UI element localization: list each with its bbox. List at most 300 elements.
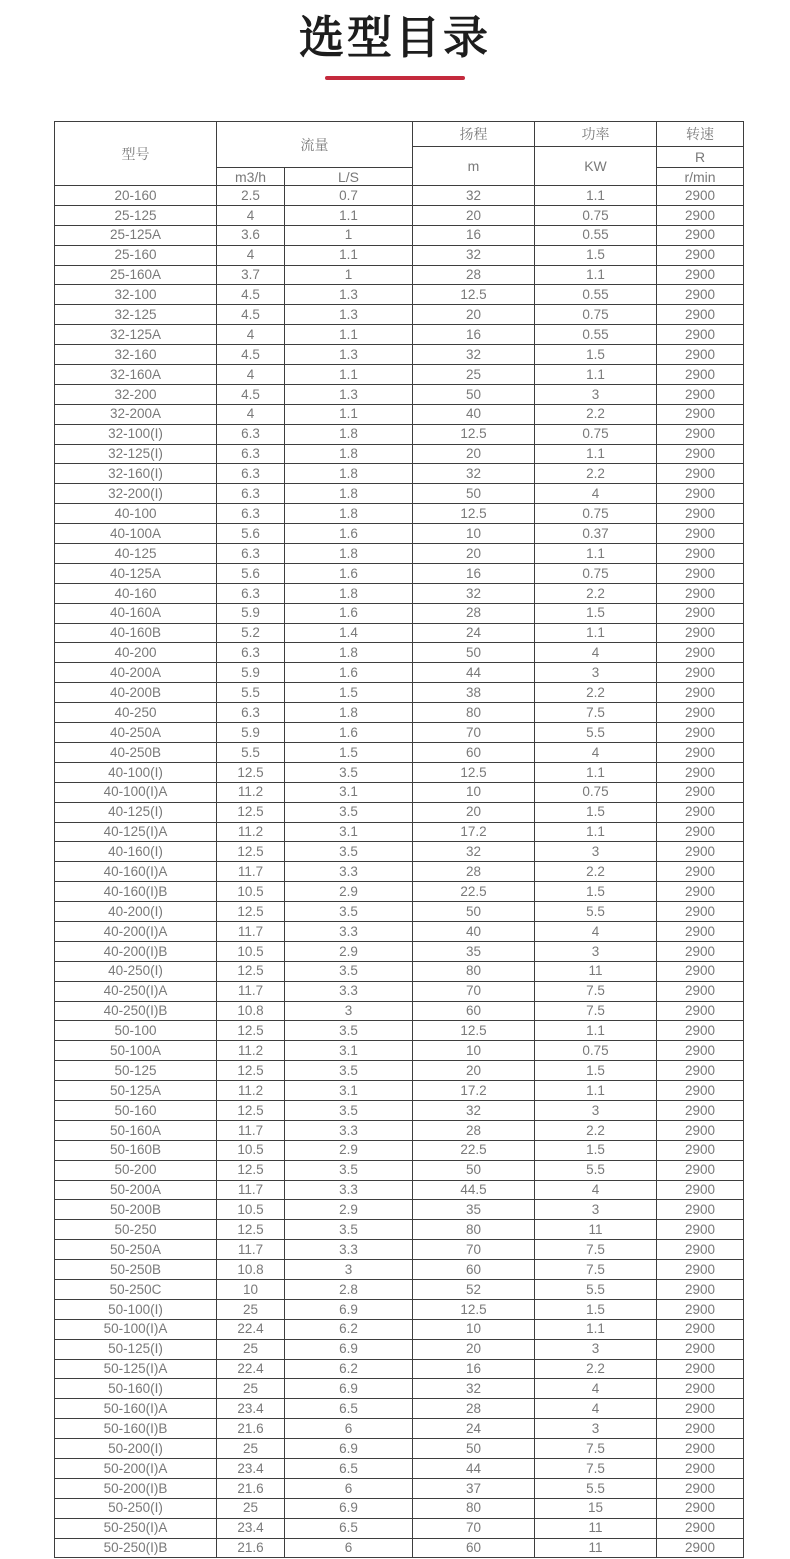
cell-head_m: 28 bbox=[413, 603, 535, 623]
cell-power_kw: 5.5 bbox=[535, 1160, 657, 1180]
cell-power_kw: 1.1 bbox=[535, 544, 657, 564]
cell-head_m: 32 bbox=[413, 245, 535, 265]
cell-flow_m3h: 6.3 bbox=[217, 703, 285, 723]
cell-head_m: 10 bbox=[413, 1041, 535, 1061]
cell-flow_ls: 6.2 bbox=[285, 1319, 413, 1339]
header-flow: 流量 bbox=[217, 122, 413, 168]
cell-power_kw: 0.75 bbox=[535, 504, 657, 524]
table-row bbox=[55, 822, 744, 842]
cell-flow_ls: 6 bbox=[285, 1419, 413, 1439]
cell-speed_rpm: 2900 bbox=[657, 1220, 744, 1240]
cell-power_kw: 3 bbox=[535, 1200, 657, 1220]
cell-speed_rpm: 2900 bbox=[657, 1399, 744, 1419]
cell-head_m: 70 bbox=[413, 981, 535, 1001]
cell-power_kw: 1.5 bbox=[535, 1299, 657, 1319]
cell-power_kw: 0.75 bbox=[535, 563, 657, 583]
table-row bbox=[55, 1021, 744, 1041]
cell-flow_m3h: 25 bbox=[217, 1379, 285, 1399]
cell-head_m: 10 bbox=[413, 524, 535, 544]
header-power: 功率 bbox=[535, 122, 657, 147]
cell-head_m: 12.5 bbox=[413, 1299, 535, 1319]
cell-flow_ls: 3.5 bbox=[285, 1100, 413, 1120]
cell-model: 50-200(I)B bbox=[55, 1478, 217, 1498]
cell-flow_m3h: 4.5 bbox=[217, 345, 285, 365]
table-row bbox=[55, 921, 744, 941]
cell-head_m: 24 bbox=[413, 1419, 535, 1439]
cell-model: 40-100(I)A bbox=[55, 782, 217, 802]
cell-power_kw: 0.75 bbox=[535, 1041, 657, 1061]
cell-speed_rpm: 2900 bbox=[657, 205, 744, 225]
cell-head_m: 22.5 bbox=[413, 1140, 535, 1160]
cell-head_m: 32 bbox=[413, 1100, 535, 1120]
cell-head_m: 20 bbox=[413, 305, 535, 325]
cell-head_m: 22.5 bbox=[413, 882, 535, 902]
cell-flow_m3h: 6.3 bbox=[217, 464, 285, 484]
cell-head_m: 60 bbox=[413, 1538, 535, 1558]
cell-speed_rpm: 2900 bbox=[657, 1419, 744, 1439]
table-row bbox=[55, 1538, 744, 1558]
cell-head_m: 20 bbox=[413, 802, 535, 822]
table-row bbox=[55, 782, 744, 802]
cell-power_kw: 3 bbox=[535, 842, 657, 862]
cell-power_kw: 7.5 bbox=[535, 703, 657, 723]
cell-power_kw: 5.5 bbox=[535, 1279, 657, 1299]
table-row bbox=[55, 902, 744, 922]
cell-power_kw: 1.1 bbox=[535, 1319, 657, 1339]
cell-speed_rpm: 2900 bbox=[657, 1518, 744, 1538]
cell-model: 40-160 bbox=[55, 583, 217, 603]
header-head-unit: m bbox=[413, 147, 535, 186]
cell-power_kw: 4 bbox=[535, 921, 657, 941]
cell-flow_ls: 3.1 bbox=[285, 782, 413, 802]
cell-flow_ls: 0.7 bbox=[285, 186, 413, 206]
cell-model: 40-200(I)B bbox=[55, 941, 217, 961]
table-row bbox=[55, 404, 744, 424]
cell-flow_m3h: 5.9 bbox=[217, 663, 285, 683]
cell-flow_ls: 1.6 bbox=[285, 524, 413, 544]
table-row bbox=[55, 186, 744, 206]
cell-flow_m3h: 25 bbox=[217, 1339, 285, 1359]
cell-flow_m3h: 3.6 bbox=[217, 225, 285, 245]
cell-flow_ls: 2.8 bbox=[285, 1279, 413, 1299]
cell-flow_ls: 3.5 bbox=[285, 802, 413, 822]
cell-head_m: 17.2 bbox=[413, 1081, 535, 1101]
table-row bbox=[55, 842, 744, 862]
cell-model: 50-160B bbox=[55, 1140, 217, 1160]
cell-speed_rpm: 2900 bbox=[657, 742, 744, 762]
cell-model: 50-160(I) bbox=[55, 1379, 217, 1399]
cell-head_m: 28 bbox=[413, 862, 535, 882]
table-row bbox=[55, 862, 744, 882]
cell-speed_rpm: 2900 bbox=[657, 1379, 744, 1399]
table-row bbox=[55, 1100, 744, 1120]
cell-flow_ls: 3.3 bbox=[285, 921, 413, 941]
table-row bbox=[55, 504, 744, 524]
cell-speed_rpm: 2900 bbox=[657, 762, 744, 782]
cell-head_m: 32 bbox=[413, 345, 535, 365]
cell-head_m: 20 bbox=[413, 444, 535, 464]
cell-speed_rpm: 2900 bbox=[657, 902, 744, 922]
cell-model: 40-160(I)B bbox=[55, 882, 217, 902]
cell-flow_ls: 3.3 bbox=[285, 862, 413, 882]
cell-power_kw: 1.1 bbox=[535, 762, 657, 782]
cell-speed_rpm: 2900 bbox=[657, 1100, 744, 1120]
cell-speed_rpm: 2900 bbox=[657, 941, 744, 961]
cell-head_m: 16 bbox=[413, 225, 535, 245]
cell-flow_m3h: 4 bbox=[217, 365, 285, 385]
header-speed-unit-rmin: r/min bbox=[657, 168, 744, 186]
cell-flow_ls: 1.1 bbox=[285, 245, 413, 265]
cell-power_kw: 3 bbox=[535, 1339, 657, 1359]
table-row bbox=[55, 1279, 744, 1299]
table-row bbox=[55, 225, 744, 245]
cell-model: 25-125 bbox=[55, 205, 217, 225]
cell-head_m: 32 bbox=[413, 186, 535, 206]
cell-flow_m3h: 12.5 bbox=[217, 1100, 285, 1120]
cell-power_kw: 4 bbox=[535, 1180, 657, 1200]
cell-power_kw: 11 bbox=[535, 1220, 657, 1240]
cell-head_m: 32 bbox=[413, 842, 535, 862]
cell-head_m: 28 bbox=[413, 1399, 535, 1419]
cell-flow_m3h: 4 bbox=[217, 245, 285, 265]
cell-model: 50-250C bbox=[55, 1279, 217, 1299]
cell-model: 50-200B bbox=[55, 1200, 217, 1220]
table-row bbox=[55, 703, 744, 723]
cell-head_m: 37 bbox=[413, 1478, 535, 1498]
cell-head_m: 32 bbox=[413, 583, 535, 603]
table-row bbox=[55, 643, 744, 663]
cell-flow_ls: 1.6 bbox=[285, 663, 413, 683]
cell-power_kw: 3 bbox=[535, 384, 657, 404]
table-row bbox=[55, 563, 744, 583]
cell-speed_rpm: 2900 bbox=[657, 484, 744, 504]
cell-power_kw: 7.5 bbox=[535, 1459, 657, 1479]
cell-model: 40-160(I) bbox=[55, 842, 217, 862]
table-row bbox=[55, 961, 744, 981]
cell-model: 50-100 bbox=[55, 1021, 217, 1041]
cell-model: 32-160A bbox=[55, 365, 217, 385]
cell-speed_rpm: 2900 bbox=[657, 186, 744, 206]
table-row bbox=[55, 1240, 744, 1260]
table-row bbox=[55, 365, 744, 385]
cell-flow_ls: 1.4 bbox=[285, 623, 413, 643]
cell-power_kw: 7.5 bbox=[535, 1260, 657, 1280]
cell-flow_m3h: 6.3 bbox=[217, 444, 285, 464]
table-row bbox=[55, 1180, 744, 1200]
cell-flow_ls: 6 bbox=[285, 1478, 413, 1498]
cell-power_kw: 1.1 bbox=[535, 1081, 657, 1101]
cell-flow_m3h: 12.5 bbox=[217, 1160, 285, 1180]
cell-head_m: 50 bbox=[413, 643, 535, 663]
cell-speed_rpm: 2900 bbox=[657, 1339, 744, 1359]
cell-head_m: 50 bbox=[413, 484, 535, 504]
table-row bbox=[55, 663, 744, 683]
table-row bbox=[55, 524, 744, 544]
table-row bbox=[55, 1061, 744, 1081]
cell-power_kw: 2.2 bbox=[535, 683, 657, 703]
cell-speed_rpm: 2900 bbox=[657, 384, 744, 404]
cell-flow_ls: 3.1 bbox=[285, 1081, 413, 1101]
cell-speed_rpm: 2900 bbox=[657, 921, 744, 941]
cell-flow_m3h: 10.8 bbox=[217, 1001, 285, 1021]
cell-speed_rpm: 2900 bbox=[657, 683, 744, 703]
cell-head_m: 38 bbox=[413, 683, 535, 703]
cell-flow_m3h: 10 bbox=[217, 1279, 285, 1299]
cell-flow_ls: 6.5 bbox=[285, 1459, 413, 1479]
cell-model: 32-100 bbox=[55, 285, 217, 305]
cell-flow_ls: 6.5 bbox=[285, 1518, 413, 1538]
cell-power_kw: 4 bbox=[535, 1399, 657, 1419]
cell-model: 50-100(I) bbox=[55, 1299, 217, 1319]
cell-model: 40-160B bbox=[55, 623, 217, 643]
cell-power_kw: 1.5 bbox=[535, 882, 657, 902]
table-row bbox=[55, 1518, 744, 1538]
cell-speed_rpm: 2900 bbox=[657, 225, 744, 245]
cell-power_kw: 3 bbox=[535, 1419, 657, 1439]
cell-speed_rpm: 2900 bbox=[657, 305, 744, 325]
cell-flow_m3h: 11.2 bbox=[217, 1081, 285, 1101]
table-row bbox=[55, 205, 744, 225]
table-row bbox=[55, 683, 744, 703]
cell-model: 50-160(I)B bbox=[55, 1419, 217, 1439]
cell-speed_rpm: 2900 bbox=[657, 404, 744, 424]
cell-flow_m3h: 12.5 bbox=[217, 1061, 285, 1081]
cell-power_kw: 4 bbox=[535, 1379, 657, 1399]
cell-speed_rpm: 2900 bbox=[657, 723, 744, 743]
cell-head_m: 20 bbox=[413, 544, 535, 564]
cell-power_kw: 5.5 bbox=[535, 902, 657, 922]
cell-flow_ls: 3.5 bbox=[285, 1160, 413, 1180]
cell-power_kw: 1.5 bbox=[535, 802, 657, 822]
cell-model: 40-200 bbox=[55, 643, 217, 663]
cell-speed_rpm: 2900 bbox=[657, 1538, 744, 1558]
cell-speed_rpm: 2900 bbox=[657, 1001, 744, 1021]
cell-head_m: 70 bbox=[413, 723, 535, 743]
cell-model: 32-200 bbox=[55, 384, 217, 404]
cell-flow_ls: 2.9 bbox=[285, 1140, 413, 1160]
cell-speed_rpm: 2900 bbox=[657, 1180, 744, 1200]
page-title: 选型目录 bbox=[298, 12, 491, 63]
cell-speed_rpm: 2900 bbox=[657, 1359, 744, 1379]
cell-model: 40-100 bbox=[55, 504, 217, 524]
cell-speed_rpm: 2900 bbox=[657, 1200, 744, 1220]
cell-power_kw: 11 bbox=[535, 1518, 657, 1538]
cell-flow_ls: 1.8 bbox=[285, 583, 413, 603]
cell-head_m: 20 bbox=[413, 205, 535, 225]
cell-flow_ls: 1.3 bbox=[285, 345, 413, 365]
cell-head_m: 12.5 bbox=[413, 504, 535, 524]
table-row bbox=[55, 464, 744, 484]
cell-flow_ls: 3.3 bbox=[285, 1180, 413, 1200]
cell-flow_ls: 1.1 bbox=[285, 205, 413, 225]
cell-flow_m3h: 3.7 bbox=[217, 265, 285, 285]
cell-model: 40-160A bbox=[55, 603, 217, 623]
cell-model: 50-250(I) bbox=[55, 1498, 217, 1518]
cell-speed_rpm: 2900 bbox=[657, 1319, 744, 1339]
selection-catalog-table bbox=[54, 121, 744, 1558]
cell-flow_m3h: 11.7 bbox=[217, 1180, 285, 1200]
cell-speed_rpm: 2900 bbox=[657, 1279, 744, 1299]
cell-flow_ls: 3.5 bbox=[285, 1220, 413, 1240]
cell-flow_ls: 3.5 bbox=[285, 902, 413, 922]
cell-flow_m3h: 12.5 bbox=[217, 1021, 285, 1041]
cell-model: 50-160 bbox=[55, 1100, 217, 1120]
cell-flow_m3h: 11.2 bbox=[217, 782, 285, 802]
cell-flow_m3h: 21.6 bbox=[217, 1538, 285, 1558]
cell-model: 40-100A bbox=[55, 524, 217, 544]
cell-flow_ls: 1.6 bbox=[285, 563, 413, 583]
cell-speed_rpm: 2900 bbox=[657, 603, 744, 623]
cell-speed_rpm: 2900 bbox=[657, 1160, 744, 1180]
cell-head_m: 44 bbox=[413, 1459, 535, 1479]
header-flow-unit-ls: L/S bbox=[285, 168, 413, 186]
table-row bbox=[55, 723, 744, 743]
cell-flow_m3h: 5.5 bbox=[217, 683, 285, 703]
cell-flow_ls: 1.8 bbox=[285, 484, 413, 504]
table-row bbox=[55, 603, 744, 623]
cell-speed_rpm: 2900 bbox=[657, 325, 744, 345]
cell-power_kw: 0.55 bbox=[535, 325, 657, 345]
table-row bbox=[55, 1120, 744, 1140]
cell-model: 40-250(I)B bbox=[55, 1001, 217, 1021]
cell-power_kw: 0.75 bbox=[535, 424, 657, 444]
table-row bbox=[55, 1359, 744, 1379]
cell-flow_m3h: 11.7 bbox=[217, 1120, 285, 1140]
cell-speed_rpm: 2900 bbox=[657, 563, 744, 583]
cell-model: 40-125 bbox=[55, 544, 217, 564]
cell-flow_m3h: 11.2 bbox=[217, 822, 285, 842]
cell-speed_rpm: 2900 bbox=[657, 961, 744, 981]
cell-head_m: 16 bbox=[413, 1359, 535, 1379]
cell-power_kw: 0.75 bbox=[535, 205, 657, 225]
cell-flow_m3h: 23.4 bbox=[217, 1399, 285, 1419]
cell-flow_m3h: 4 bbox=[217, 404, 285, 424]
cell-model: 50-200A bbox=[55, 1180, 217, 1200]
table-row bbox=[55, 285, 744, 305]
cell-flow_ls: 6.9 bbox=[285, 1379, 413, 1399]
table-row bbox=[55, 424, 744, 444]
cell-power_kw: 1.1 bbox=[535, 623, 657, 643]
cell-head_m: 16 bbox=[413, 563, 535, 583]
cell-flow_ls: 1 bbox=[285, 225, 413, 245]
cell-head_m: 12.5 bbox=[413, 424, 535, 444]
cell-head_m: 44 bbox=[413, 663, 535, 683]
cell-flow_m3h: 25 bbox=[217, 1299, 285, 1319]
cell-flow_m3h: 22.4 bbox=[217, 1319, 285, 1339]
cell-flow_m3h: 12.5 bbox=[217, 1220, 285, 1240]
cell-power_kw: 1.5 bbox=[535, 1061, 657, 1081]
cell-flow_m3h: 6.3 bbox=[217, 504, 285, 524]
cell-flow_m3h: 10.5 bbox=[217, 941, 285, 961]
cell-flow_ls: 1.3 bbox=[285, 384, 413, 404]
cell-flow_ls: 1.8 bbox=[285, 703, 413, 723]
cell-flow_ls: 1.6 bbox=[285, 603, 413, 623]
cell-model: 40-250(I)A bbox=[55, 981, 217, 1001]
cell-power_kw: 2.2 bbox=[535, 1359, 657, 1379]
cell-flow_m3h: 4.5 bbox=[217, 305, 285, 325]
cell-head_m: 12.5 bbox=[413, 285, 535, 305]
cell-head_m: 32 bbox=[413, 464, 535, 484]
table-row bbox=[55, 1379, 744, 1399]
cell-flow_ls: 3.5 bbox=[285, 762, 413, 782]
cell-flow_m3h: 5.9 bbox=[217, 723, 285, 743]
cell-flow_m3h: 12.5 bbox=[217, 842, 285, 862]
cell-model: 32-160(I) bbox=[55, 464, 217, 484]
cell-model: 50-250 bbox=[55, 1220, 217, 1240]
cell-power_kw: 11 bbox=[535, 1538, 657, 1558]
table-row bbox=[55, 802, 744, 822]
cell-head_m: 60 bbox=[413, 742, 535, 762]
table-row bbox=[55, 245, 744, 265]
cell-model: 50-250B bbox=[55, 1260, 217, 1280]
cell-model: 40-200(I)A bbox=[55, 921, 217, 941]
table-row bbox=[55, 1419, 744, 1439]
cell-flow_m3h: 5.5 bbox=[217, 742, 285, 762]
cell-head_m: 35 bbox=[413, 941, 535, 961]
cell-flow_ls: 3.1 bbox=[285, 1041, 413, 1061]
cell-flow_m3h: 6.3 bbox=[217, 643, 285, 663]
cell-flow_ls: 1.8 bbox=[285, 643, 413, 663]
cell-flow_m3h: 21.6 bbox=[217, 1478, 285, 1498]
cell-flow_m3h: 10.5 bbox=[217, 882, 285, 902]
cell-flow_ls: 2.9 bbox=[285, 1200, 413, 1220]
table-row bbox=[55, 1200, 744, 1220]
table-row bbox=[55, 583, 744, 603]
cell-head_m: 50 bbox=[413, 1439, 535, 1459]
table-row bbox=[55, 1160, 744, 1180]
cell-speed_rpm: 2900 bbox=[657, 1478, 744, 1498]
cell-flow_ls: 6.2 bbox=[285, 1359, 413, 1379]
cell-flow_ls: 6.9 bbox=[285, 1439, 413, 1459]
cell-flow_ls: 1.8 bbox=[285, 544, 413, 564]
cell-speed_rpm: 2900 bbox=[657, 365, 744, 385]
cell-power_kw: 3 bbox=[535, 1100, 657, 1120]
cell-head_m: 60 bbox=[413, 1001, 535, 1021]
cell-model: 40-250B bbox=[55, 742, 217, 762]
cell-speed_rpm: 2900 bbox=[657, 524, 744, 544]
cell-model: 50-200(I) bbox=[55, 1439, 217, 1459]
cell-head_m: 28 bbox=[413, 265, 535, 285]
cell-flow_ls: 3 bbox=[285, 1001, 413, 1021]
cell-flow_m3h: 12.5 bbox=[217, 762, 285, 782]
cell-speed_rpm: 2900 bbox=[657, 245, 744, 265]
cell-speed_rpm: 2900 bbox=[657, 265, 744, 285]
cell-power_kw: 3 bbox=[535, 663, 657, 683]
cell-flow_ls: 1.3 bbox=[285, 285, 413, 305]
cell-power_kw: 4 bbox=[535, 484, 657, 504]
table-row bbox=[55, 1081, 744, 1101]
cell-model: 40-125A bbox=[55, 563, 217, 583]
cell-model: 50-125 bbox=[55, 1061, 217, 1081]
cell-head_m: 40 bbox=[413, 921, 535, 941]
cell-power_kw: 7.5 bbox=[535, 1439, 657, 1459]
cell-model: 50-200 bbox=[55, 1160, 217, 1180]
cell-model: 32-200A bbox=[55, 404, 217, 424]
cell-flow_ls: 1.8 bbox=[285, 504, 413, 524]
cell-speed_rpm: 2900 bbox=[657, 663, 744, 683]
cell-model: 32-200(I) bbox=[55, 484, 217, 504]
cell-flow_m3h: 11.7 bbox=[217, 862, 285, 882]
cell-flow_m3h: 5.6 bbox=[217, 524, 285, 544]
cell-flow_m3h: 22.4 bbox=[217, 1359, 285, 1379]
cell-speed_rpm: 2900 bbox=[657, 643, 744, 663]
cell-speed_rpm: 2900 bbox=[657, 703, 744, 723]
cell-flow_ls: 1.6 bbox=[285, 723, 413, 743]
cell-power_kw: 1.5 bbox=[535, 603, 657, 623]
table-row bbox=[55, 305, 744, 325]
cell-model: 50-125(I) bbox=[55, 1339, 217, 1359]
cell-flow_m3h: 12.5 bbox=[217, 802, 285, 822]
